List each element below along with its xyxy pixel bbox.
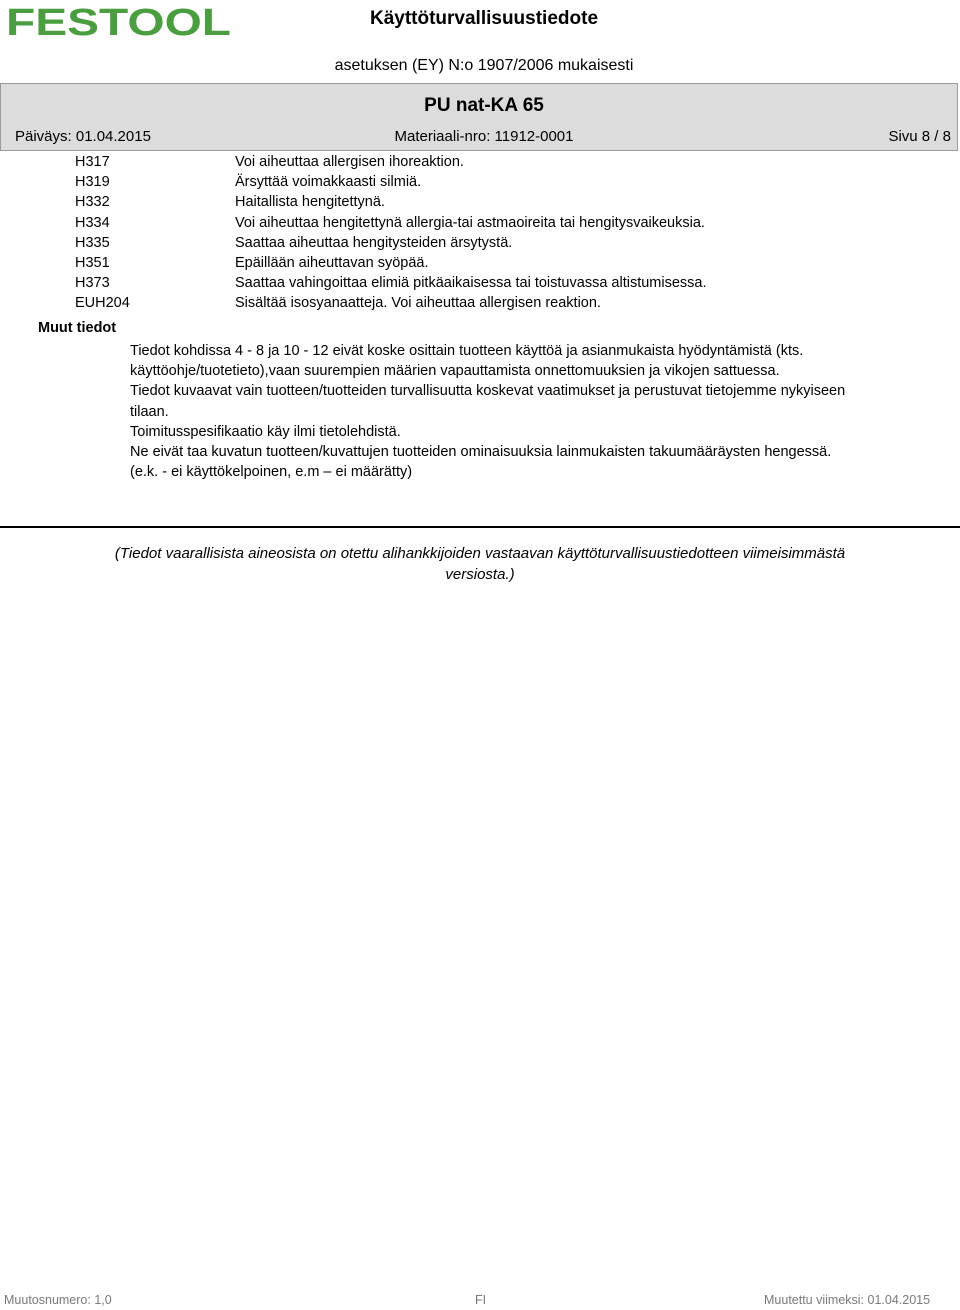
list-item xyxy=(0,213,960,233)
list-item xyxy=(0,152,960,172)
hazard-code: EUH204 xyxy=(75,295,130,312)
hazard-code: H351 xyxy=(75,254,110,271)
list-item xyxy=(0,233,960,253)
hazard-text: Voi aiheuttaa allergisen ihoreaktion. xyxy=(235,154,464,170)
other-info-paragraph: Tiedot kuvaavat vain tuotteen/tuotteiden turvallisuutta koskevat vaatimukset ja perustuvat tietojemme nykyiseen tilaan. xyxy=(130,383,846,420)
other-info-paragraph: Tiedot kohdissa 4 - 8 ja 10 - 12 eivät koske osittain tuotteen käyttöä ja asianmukaista hyödyntämistä (kts. käyttöohje/tuotetieto),vaan suurempien määrien vapauttamista onnettomuuksien ja vikojen sattuessa. xyxy=(130,343,804,380)
hazard-text: Voi aiheuttaa hengitettynä allergia-tai astmaoireita tai hengitysvaikeuksia. xyxy=(235,214,705,231)
product-name: PU nat-KA 65 xyxy=(424,95,544,116)
hazard-code: H319 xyxy=(75,174,110,191)
list-item xyxy=(0,253,960,273)
other-info-text xyxy=(130,341,870,482)
hazard-code: H335 xyxy=(75,234,110,251)
hazard-text: Epäillään aiheuttavan syöpää. xyxy=(235,254,429,271)
source-note: (Tiedot vaarallisista aineosista on otettu alihankkijoiden vastaavan käyttöturvallisuustiedotteen viimeisimmästä versiosta.) xyxy=(114,545,846,583)
hazard-code: H317 xyxy=(75,154,110,170)
hazard-text: Saattaa aiheuttaa hengitysteiden ärsytystä. xyxy=(235,234,513,251)
page-number: Sivu 8 / 8 xyxy=(888,128,951,145)
hazard-code: H373 xyxy=(75,275,110,292)
hazard-statements-list xyxy=(0,152,960,314)
material-number: Materiaali-nro: 11912-0001 xyxy=(394,128,574,145)
document-date: Päiväys: 01.04.2015 xyxy=(15,128,151,145)
last-modified-date: Muutettu viimeksi: 01.04.2015 xyxy=(764,1293,931,1307)
svg-text:FESTOOL: FESTOOL xyxy=(6,6,231,36)
hazard-text: Sisältää isosyanaatteja. Voi aiheuttaa allergisen reaktion. xyxy=(235,295,601,312)
other-info-heading: Muut tiedot xyxy=(38,320,117,336)
list-item xyxy=(0,192,960,212)
revision-number: Muutosnumero: 1,0 xyxy=(4,1293,112,1307)
document-title: Käyttöturvallisuustiedote xyxy=(369,8,599,29)
hazard-code: H332 xyxy=(75,194,110,211)
other-info-paragraph: (e.k. - ei käyttökelpoinen, e.m – ei määrätty) xyxy=(130,464,413,481)
list-item xyxy=(0,172,960,192)
hazard-text: Haitallista hengitettynä. xyxy=(235,194,385,211)
section-divider xyxy=(0,526,960,528)
hazard-text: Saattaa vahingoittaa elimiä pitkäaikaisessa tai toistuvassa altistumisessa. xyxy=(235,275,707,292)
hazard-text: Ärsyttää voimakkaasti silmiä. xyxy=(235,174,422,191)
other-info-paragraph: Ne eivät taa kuvatun tuotteen/kuvattujen tuotteiden ominaisuuksia lainmukaisten takuumääräysten hengessä. xyxy=(130,444,832,461)
regulation-subtitle: asetuksen (EY) N:o 1907/2006 mukaisesti xyxy=(334,57,634,74)
other-info-paragraph: Toimitusspesifikaatio käy ilmi tietolehdistä. xyxy=(130,423,401,440)
list-item xyxy=(0,293,960,313)
hazard-code: H334 xyxy=(75,214,110,231)
list-item xyxy=(0,273,960,293)
language-code: FI xyxy=(475,1293,487,1307)
